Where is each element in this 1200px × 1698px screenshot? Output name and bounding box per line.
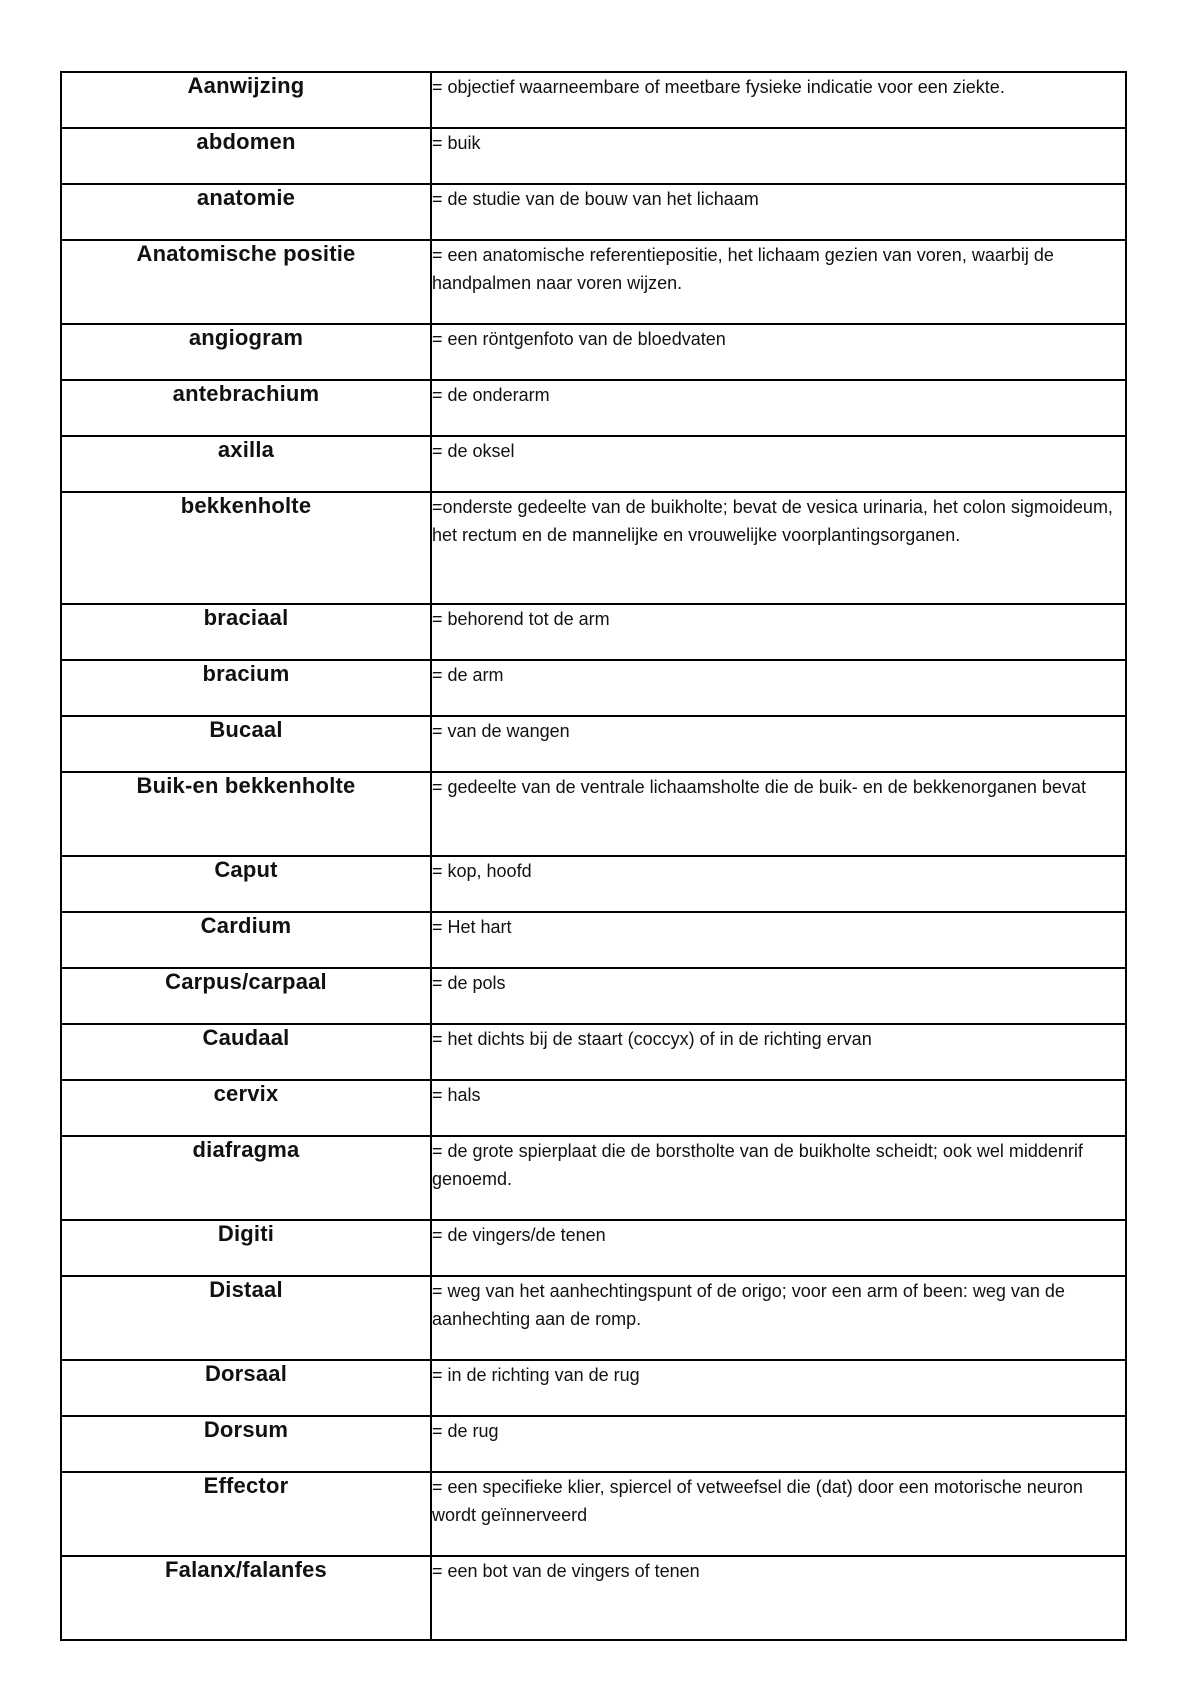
definition-cell: = van de wangen — [431, 716, 1126, 772]
definition-cell: = gedeelte van de ventrale lichaamsholte die de buik- en de bekkenorganen bevat — [431, 772, 1126, 856]
term-cell: bracium — [61, 660, 431, 716]
term-cell: abdomen — [61, 128, 431, 184]
term-cell: Cardium — [61, 912, 431, 968]
table-row — [61, 1556, 1126, 1640]
table-row — [61, 968, 1126, 1024]
term-cell: Aanwijzing — [61, 72, 431, 128]
term-cell: Dorsaal — [61, 1360, 431, 1416]
table-row — [61, 380, 1126, 436]
definition-cell: = het dichts bij de staart (coccyx) of in de richting ervan — [431, 1024, 1126, 1080]
glossary-table — [60, 71, 1127, 1641]
definition-cell: = kop, hoofd — [431, 856, 1126, 912]
table-row — [61, 1416, 1126, 1472]
definition-cell: = de pols — [431, 968, 1126, 1024]
term-cell: Caput — [61, 856, 431, 912]
term-cell: Dorsum — [61, 1416, 431, 1472]
definition-cell: = weg van het aanhechtingspunt of de origo; voor een arm of been: weg van de aanhechting aan de romp. — [431, 1276, 1126, 1360]
definition-cell: = een anatomische referentiepositie, het lichaam gezien van voren, waarbij de handpalmen naar voren wijzen. — [431, 240, 1126, 324]
definition-cell: = buik — [431, 128, 1126, 184]
definition-cell: = de vingers/de tenen — [431, 1220, 1126, 1276]
definition-cell: = de onderarm — [431, 380, 1126, 436]
definition-cell: = behorend tot de arm — [431, 604, 1126, 660]
term-cell: Effector — [61, 1472, 431, 1556]
table-row — [61, 1024, 1126, 1080]
table-row — [61, 436, 1126, 492]
definition-cell: = de arm — [431, 660, 1126, 716]
term-cell: Caudaal — [61, 1024, 431, 1080]
definition-cell: = de grote spierplaat die de borstholte van de buikholte scheidt; ook wel middenrif genoemd. — [431, 1136, 1126, 1220]
term-cell: axilla — [61, 436, 431, 492]
term-cell: cervix — [61, 1080, 431, 1136]
table-row — [61, 604, 1126, 660]
table-row — [61, 1136, 1126, 1220]
table-row — [61, 128, 1126, 184]
term-cell: angiogram — [61, 324, 431, 380]
table-row — [61, 492, 1126, 604]
definition-cell: = objectief waarneembare of meetbare fysieke indicatie voor een ziekte. — [431, 72, 1126, 128]
definition-cell: = een bot van de vingers of tenen — [431, 1556, 1126, 1640]
definition-cell: = de oksel — [431, 436, 1126, 492]
table-row — [61, 1276, 1126, 1360]
definition-cell: = Het hart — [431, 912, 1126, 968]
term-cell: Carpus/carpaal — [61, 968, 431, 1024]
term-cell: Digiti — [61, 1220, 431, 1276]
table-row — [61, 1080, 1126, 1136]
table-row — [61, 324, 1126, 380]
term-cell: bekkenholte — [61, 492, 431, 604]
term-cell: Buik-en bekkenholte — [61, 772, 431, 856]
term-cell: braciaal — [61, 604, 431, 660]
table-row — [61, 184, 1126, 240]
definition-cell: =onderste gedeelte van de buikholte; bevat de vesica urinaria, het colon sigmoideum, het rectum en de mannelijke en vrouwelijke voorplantingsorganen. — [431, 492, 1126, 604]
table-row — [61, 72, 1126, 128]
term-cell: anatomie — [61, 184, 431, 240]
table-row — [61, 660, 1126, 716]
definition-cell: = de studie van de bouw van het lichaam — [431, 184, 1126, 240]
term-cell: Distaal — [61, 1276, 431, 1360]
term-cell: diafragma — [61, 1136, 431, 1220]
term-cell: Bucaal — [61, 716, 431, 772]
table-row — [61, 1472, 1126, 1556]
table-row — [61, 772, 1126, 856]
table-row — [61, 912, 1126, 968]
table-row — [61, 856, 1126, 912]
definition-cell: = de rug — [431, 1416, 1126, 1472]
definition-cell: = een specifieke klier, spiercel of vetweefsel die (dat) door een motorische neuron wordt geïnnerveerd — [431, 1472, 1126, 1556]
definition-cell: = een röntgenfoto van de bloedvaten — [431, 324, 1126, 380]
table-row — [61, 716, 1126, 772]
definition-cell: = hals — [431, 1080, 1126, 1136]
definition-cell: = in de richting van de rug — [431, 1360, 1126, 1416]
term-cell: antebrachium — [61, 380, 431, 436]
table-row — [61, 240, 1126, 324]
table-row — [61, 1360, 1126, 1416]
term-cell: Anatomische positie — [61, 240, 431, 324]
term-cell: Falanx/falanfes — [61, 1556, 431, 1640]
table-row — [61, 1220, 1126, 1276]
